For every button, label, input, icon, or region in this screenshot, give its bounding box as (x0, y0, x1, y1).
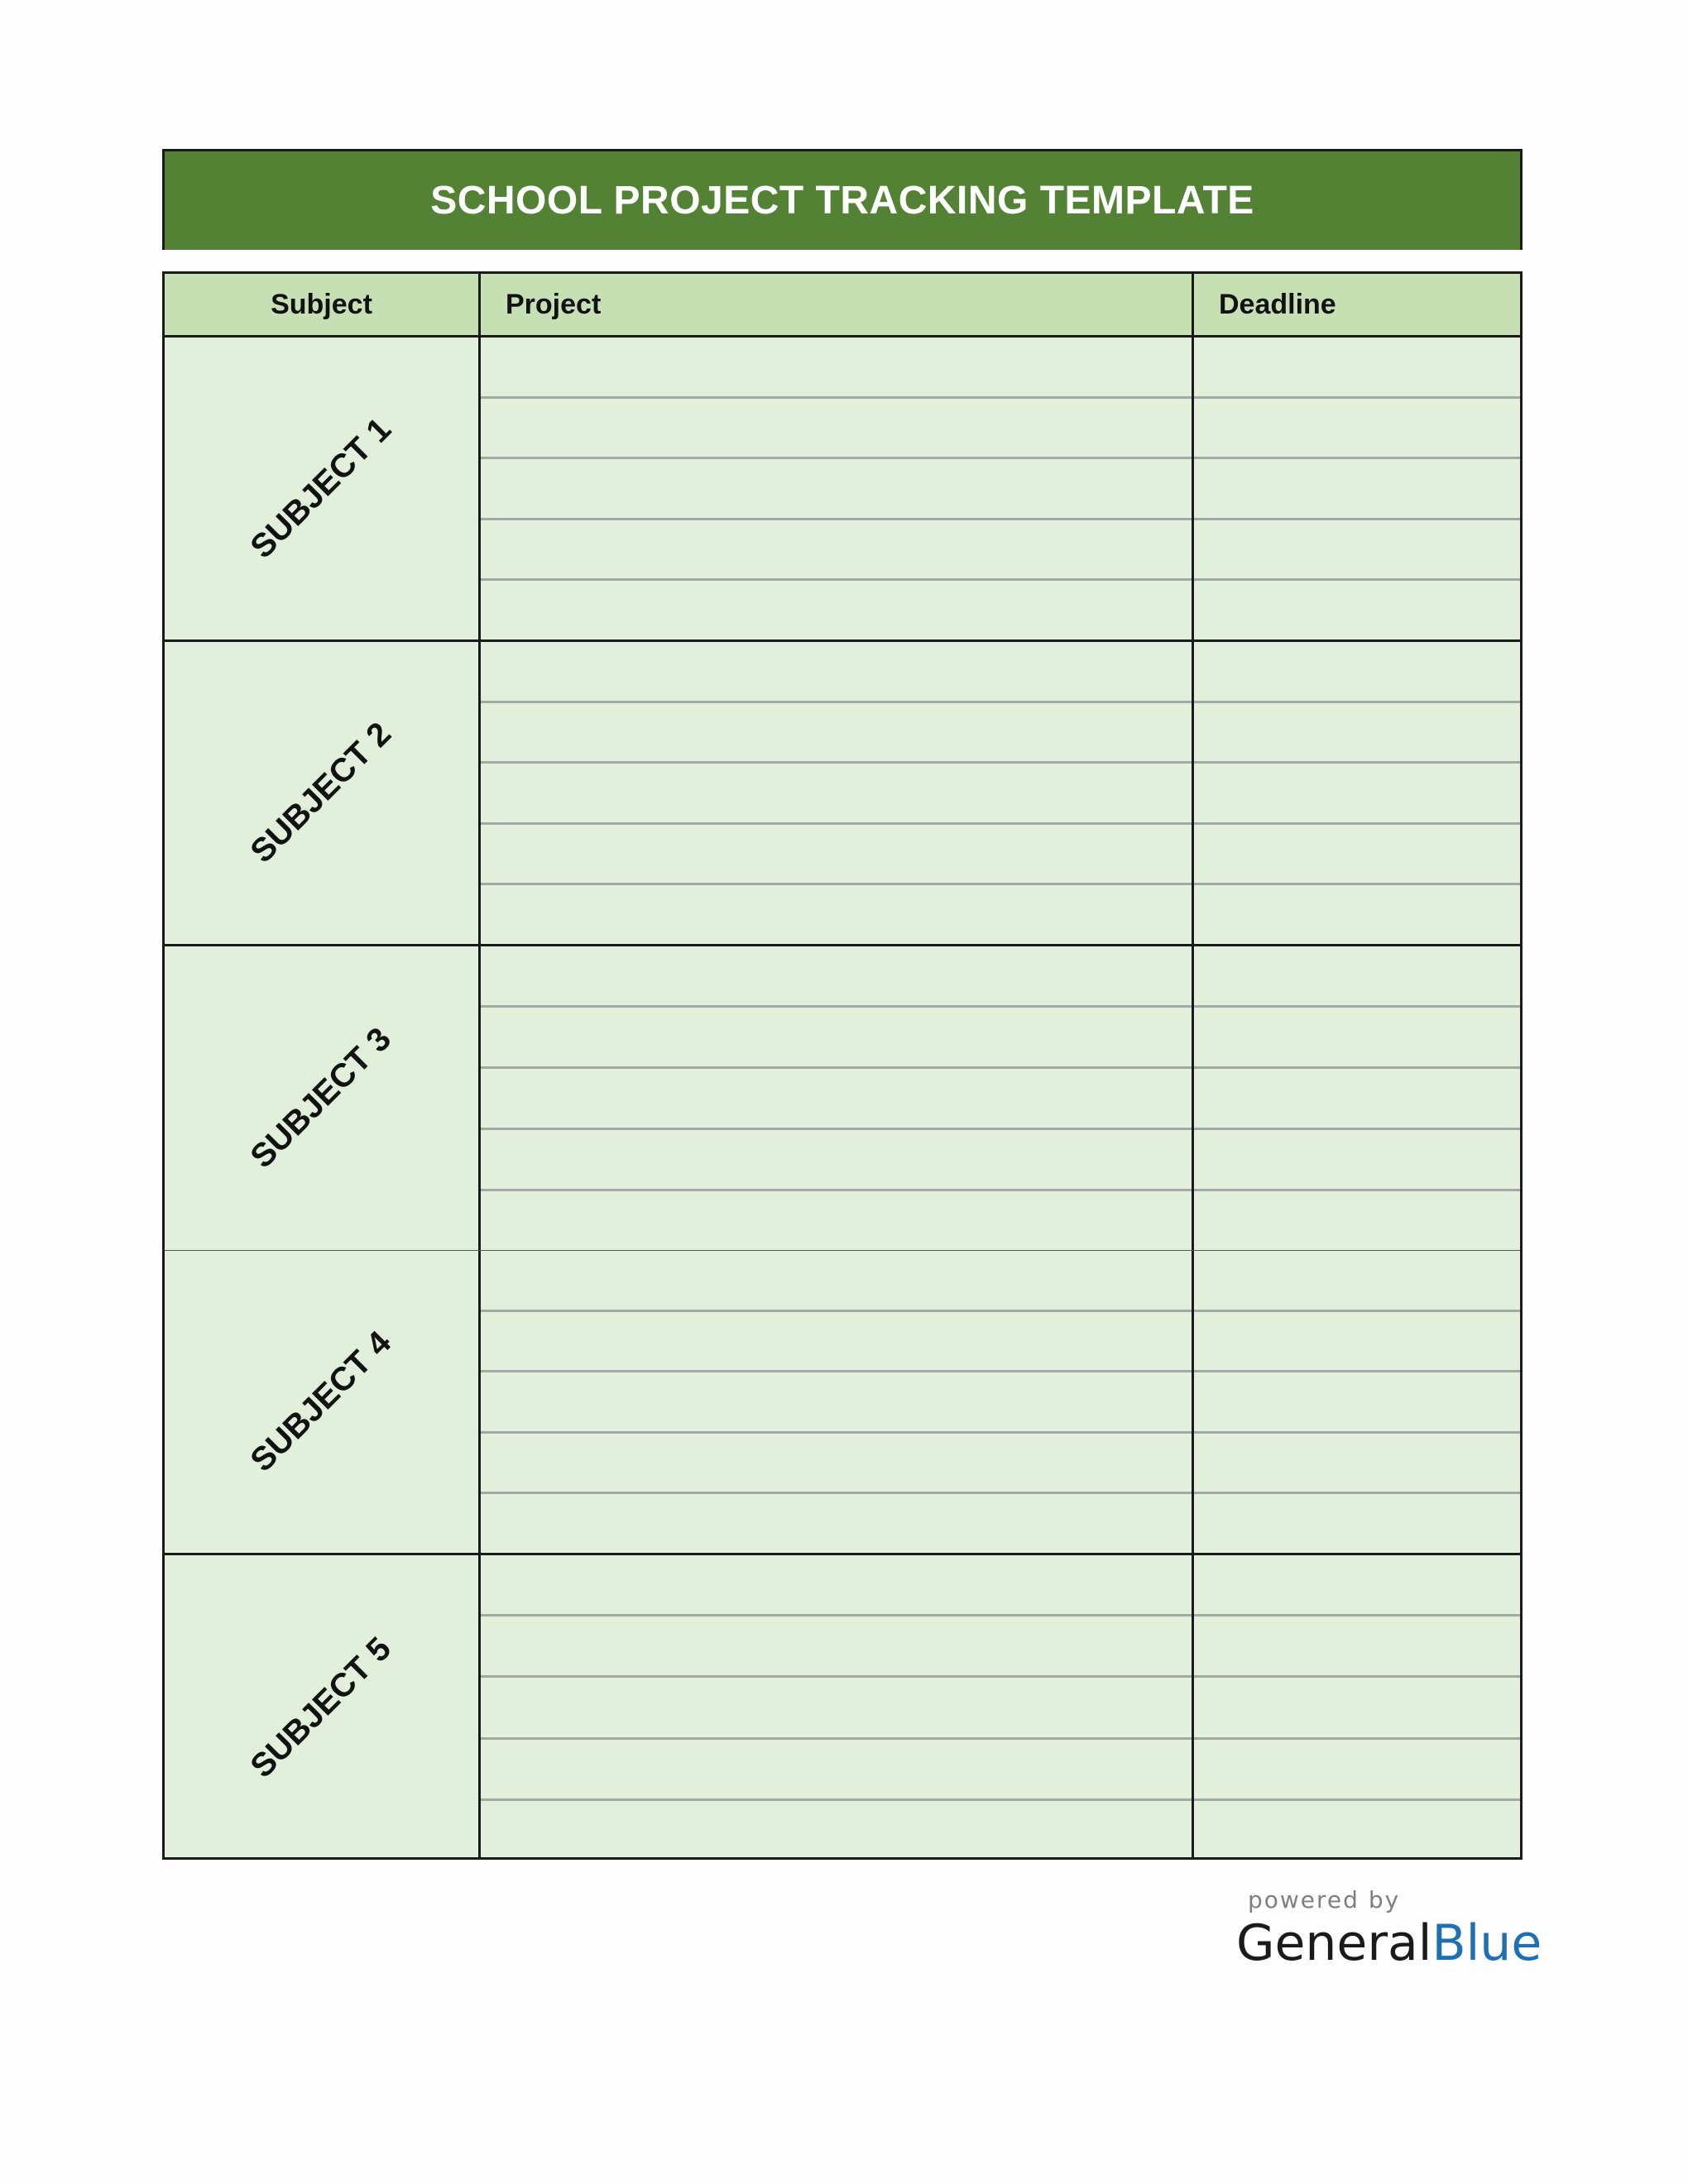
project-entry-row[interactable] (481, 1801, 1192, 1860)
project-entry-row[interactable] (481, 1130, 1192, 1191)
project-entry-row[interactable] (481, 338, 1192, 399)
deadline-entries (1194, 338, 1520, 639)
deadline-entry-row[interactable] (1194, 1616, 1520, 1678)
header-subject: Subject (165, 274, 481, 335)
subject-group-3 (165, 946, 1520, 1251)
deadline-entry-row[interactable] (1194, 1740, 1520, 1801)
deadline-entry-row[interactable] (1194, 520, 1520, 582)
deadline-entry-row[interactable] (1194, 1555, 1520, 1616)
subject-cell (165, 642, 481, 944)
project-entry-row[interactable] (481, 520, 1192, 582)
header-project: Project (481, 274, 1194, 335)
deadline-entries (1194, 946, 1520, 1250)
subject-group-1 (165, 338, 1520, 642)
subject-label: SUBJECT 2 (243, 715, 399, 870)
project-entries (481, 338, 1194, 639)
deadline-entries (1194, 1555, 1520, 1860)
project-entry-row[interactable] (481, 885, 1192, 944)
subject-cell (165, 338, 481, 639)
project-entry-row[interactable] (481, 1678, 1192, 1739)
subject-label: SUBJECT 4 (243, 1324, 399, 1479)
project-entry-row[interactable] (481, 1191, 1192, 1250)
tracking-table (162, 271, 1523, 1860)
brand-logo-part1: General (1236, 1914, 1432, 1972)
project-entry-row[interactable] (481, 1434, 1192, 1495)
project-entry-row[interactable] (481, 825, 1192, 886)
subject-label: SUBJECT 5 (243, 1630, 399, 1785)
brand-logo-part2: Blue (1431, 1914, 1542, 1972)
project-entry-row[interactable] (481, 1069, 1192, 1130)
subject-group-5 (165, 1555, 1520, 1860)
subject-label: SUBJECT 3 (243, 1020, 399, 1176)
deadline-entry-row[interactable] (1194, 1372, 1520, 1434)
deadline-entry-row[interactable] (1194, 1191, 1520, 1250)
deadline-entry-row[interactable] (1194, 1801, 1520, 1860)
deadline-entries (1194, 642, 1520, 944)
subject-group-4 (165, 1251, 1520, 1555)
subject-cell (165, 1555, 481, 1860)
brand-logo (1236, 1914, 1542, 1972)
deadline-entry-row[interactable] (1194, 1069, 1520, 1130)
project-entry-row[interactable] (481, 1372, 1192, 1434)
project-entry-row[interactable] (481, 946, 1192, 1008)
project-entry-row[interactable] (481, 642, 1192, 703)
project-entry-row[interactable] (481, 1555, 1192, 1616)
deadline-entries (1194, 1251, 1520, 1553)
deadline-entry-row[interactable] (1194, 885, 1520, 944)
project-entries (481, 946, 1194, 1250)
project-entries (481, 1555, 1194, 1860)
deadline-entry-row[interactable] (1194, 764, 1520, 825)
project-entry-row[interactable] (481, 703, 1192, 764)
subject-group-2 (165, 642, 1520, 946)
deadline-entry-row[interactable] (1194, 1678, 1520, 1739)
project-entry-row[interactable] (481, 581, 1192, 639)
deadline-entry-row[interactable] (1194, 459, 1520, 520)
subject-label: SUBJECT 1 (243, 410, 399, 566)
deadline-entry-row[interactable] (1194, 825, 1520, 886)
project-entry-row[interactable] (481, 1008, 1192, 1069)
deadline-entry-row[interactable] (1194, 1494, 1520, 1553)
project-entries (481, 642, 1194, 944)
project-entry-row[interactable] (481, 1494, 1192, 1553)
powered-by-text: powered by (1248, 1886, 1401, 1913)
project-entry-row[interactable] (481, 1616, 1192, 1678)
project-entries (481, 1251, 1194, 1553)
page-title: SCHOOL PROJECT TRACKING TEMPLATE (162, 149, 1523, 250)
deadline-entry-row[interactable] (1194, 1130, 1520, 1191)
header-deadline: Deadline (1219, 288, 1336, 320)
table-header-row (165, 274, 1520, 338)
project-entry-row[interactable] (481, 1251, 1192, 1312)
deadline-entry-row[interactable] (1194, 1312, 1520, 1373)
deadline-entry-row[interactable] (1194, 338, 1520, 399)
project-entry-row[interactable] (481, 1740, 1192, 1801)
deadline-entry-row[interactable] (1194, 581, 1520, 639)
deadline-entry-row[interactable] (1194, 1251, 1520, 1312)
subject-cell (165, 1251, 481, 1553)
project-entry-row[interactable] (481, 1312, 1192, 1373)
deadline-entry-row[interactable] (1194, 1434, 1520, 1495)
deadline-entry-row[interactable] (1194, 642, 1520, 703)
project-entry-row[interactable] (481, 399, 1192, 460)
deadline-entry-row[interactable] (1194, 1008, 1520, 1069)
deadline-entry-row[interactable] (1194, 946, 1520, 1008)
project-entry-row[interactable] (481, 459, 1192, 520)
project-entry-row[interactable] (481, 764, 1192, 825)
deadline-entry-row[interactable] (1194, 399, 1520, 460)
subject-cell (165, 946, 481, 1250)
deadline-entry-row[interactable] (1194, 703, 1520, 764)
